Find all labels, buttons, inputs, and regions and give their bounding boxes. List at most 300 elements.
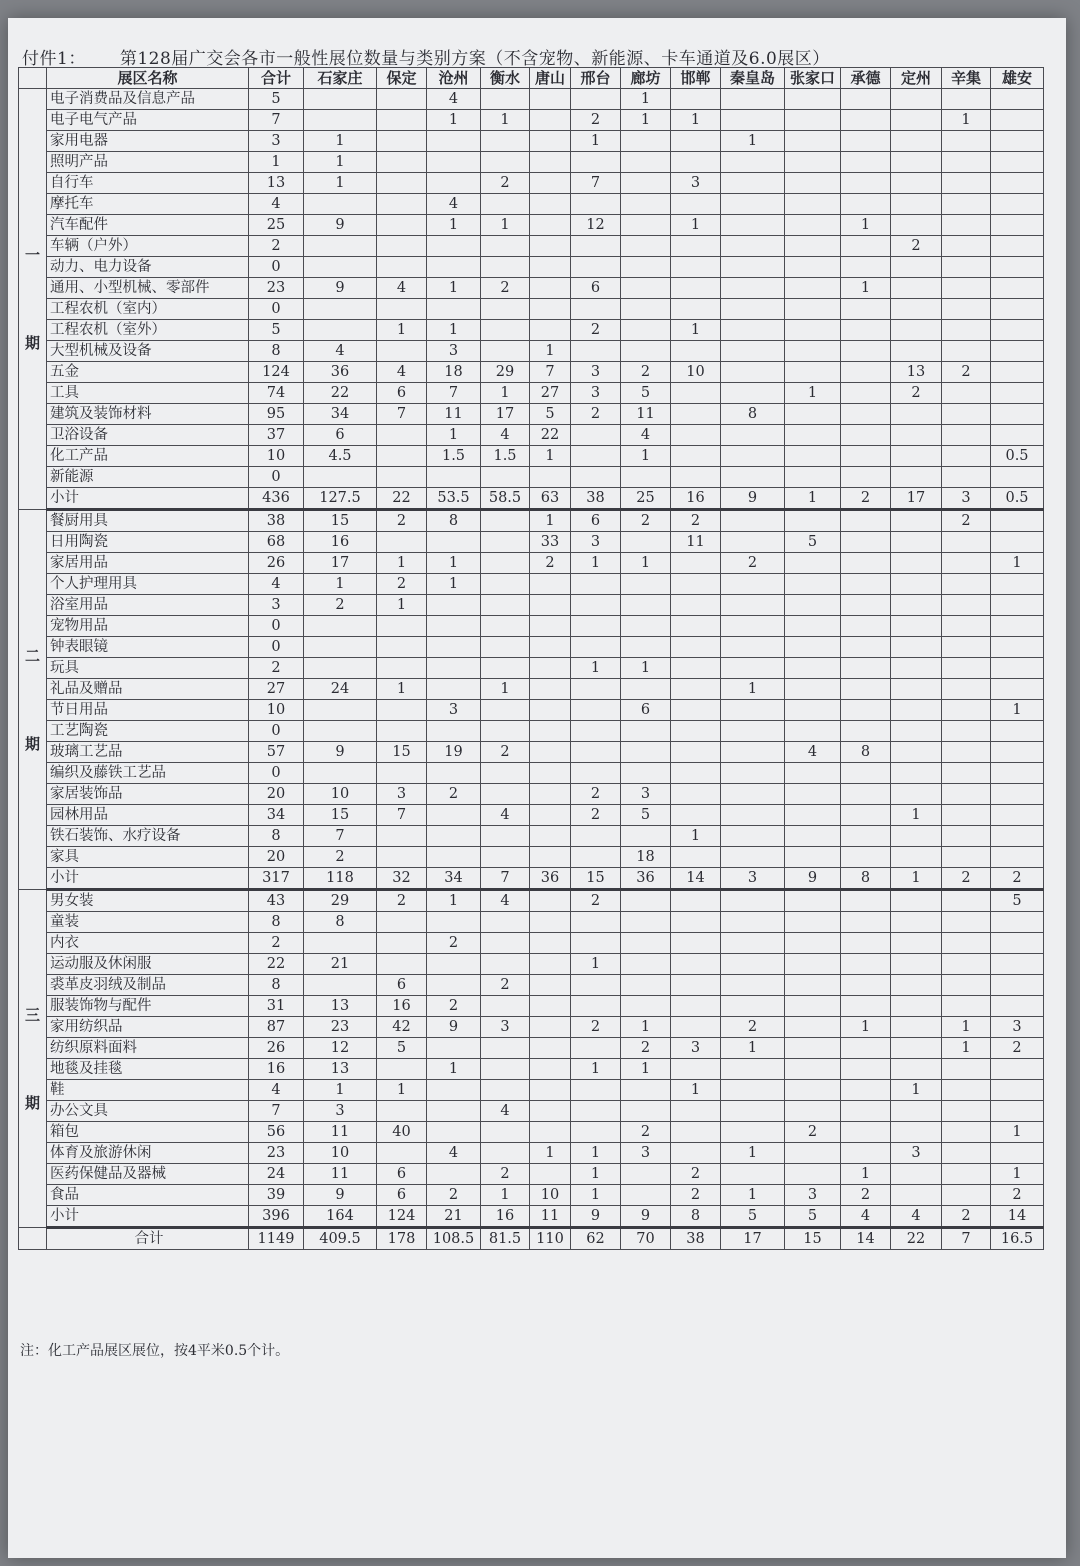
table-row [19, 1059, 1044, 1080]
table-cell: 18 [621, 847, 671, 868]
table-cell [377, 658, 427, 679]
table-cell [841, 996, 891, 1017]
table-cell [785, 131, 841, 152]
table-cell: 1 [671, 826, 721, 847]
table-cell: 8 [249, 826, 304, 847]
table-cell: 8 [249, 912, 304, 933]
table-cell: 1 [991, 1122, 1044, 1143]
table-cell: 11 [304, 1122, 377, 1143]
table-row [19, 954, 1044, 975]
category-name: 礼品及赠品 [47, 679, 249, 700]
table-cell: 23 [249, 278, 304, 299]
category-name: 家用纺织品 [47, 1017, 249, 1038]
table-cell: 1 [427, 278, 481, 299]
table-cell: 1 [304, 152, 377, 173]
column-header: 保定 [377, 68, 427, 89]
table-row [19, 257, 1044, 278]
table-cell [785, 912, 841, 933]
table-cell: 25 [249, 215, 304, 236]
table-cell: 2 [481, 1164, 530, 1185]
category-name: 日用陶瓷 [47, 532, 249, 553]
category-name: 地毯及挂毯 [47, 1059, 249, 1080]
table-cell [785, 890, 841, 912]
table-cell [377, 532, 427, 553]
table-cell [427, 954, 481, 975]
table-cell [671, 954, 721, 975]
table-cell [671, 1059, 721, 1080]
table-cell: 38 [249, 510, 304, 532]
column-header: 唐山 [530, 68, 571, 89]
table-cell: 1 [891, 1080, 942, 1101]
table-cell: 4 [427, 89, 481, 110]
table-cell [481, 658, 530, 679]
table-cell [891, 658, 942, 679]
table-cell [721, 574, 785, 595]
table-cell: 31 [249, 996, 304, 1017]
table-cell: 74 [249, 383, 304, 404]
category-name: 箱包 [47, 1122, 249, 1143]
table-cell [991, 975, 1044, 996]
table-cell: 7 [530, 362, 571, 383]
table-cell: 16 [249, 1059, 304, 1080]
table-cell [481, 826, 530, 847]
table-cell [621, 257, 671, 278]
table-cell [377, 236, 427, 257]
table-cell [377, 110, 427, 131]
table-cell: 8 [249, 975, 304, 996]
table-cell: 2 [721, 553, 785, 574]
table-row [19, 425, 1044, 446]
table-cell: 1 [621, 553, 671, 574]
table-cell [530, 826, 571, 847]
category-name: 工艺陶瓷 [47, 721, 249, 742]
table-cell: 2 [571, 890, 621, 912]
table-cell: 7 [377, 805, 427, 826]
table-row [19, 1017, 1044, 1038]
table-cell: 23 [304, 1017, 377, 1038]
table-cell [304, 658, 377, 679]
table-cell [942, 933, 991, 954]
table-cell: 3 [891, 1143, 942, 1164]
table-cell [377, 1059, 427, 1080]
table-cell [841, 362, 891, 383]
table-cell: 27 [249, 679, 304, 700]
table-cell [785, 236, 841, 257]
table-cell [721, 257, 785, 278]
category-name: 童装 [47, 912, 249, 933]
table-cell: 2 [671, 1164, 721, 1185]
table-cell: 32 [377, 868, 427, 890]
table-cell [621, 679, 671, 700]
table-cell: 11 [427, 404, 481, 425]
table-row [19, 933, 1044, 954]
table-cell: 6 [571, 278, 621, 299]
table-cell [377, 131, 427, 152]
table-cell [671, 679, 721, 700]
table-cell: 9 [621, 1206, 671, 1228]
table-cell [785, 763, 841, 784]
table-cell: 4 [249, 1080, 304, 1101]
table-cell: 12 [304, 1038, 377, 1059]
category-name: 玩具 [47, 658, 249, 679]
table-cell: 1 [621, 1059, 671, 1080]
table-cell [991, 257, 1044, 278]
table-cell [377, 1101, 427, 1122]
table-cell [942, 131, 991, 152]
table-cell [841, 890, 891, 912]
table-cell [304, 763, 377, 784]
table-cell [304, 975, 377, 996]
table-cell: 3 [249, 595, 304, 616]
table-row [19, 1164, 1044, 1185]
table-cell [891, 131, 942, 152]
table-cell [942, 257, 991, 278]
table-cell [785, 278, 841, 299]
table-cell: 7 [249, 1101, 304, 1122]
table-cell [530, 847, 571, 868]
table-cell: 1 [427, 320, 481, 341]
table-cell [481, 616, 530, 637]
table-cell [841, 721, 891, 742]
table-cell: 6 [571, 510, 621, 532]
table-cell: 13 [891, 362, 942, 383]
table-row [19, 721, 1044, 742]
table-cell [530, 912, 571, 933]
table-cell [671, 404, 721, 425]
table-cell [785, 805, 841, 826]
table-cell: 5 [249, 320, 304, 341]
table-cell [671, 383, 721, 404]
table-cell [621, 574, 671, 595]
table-cell [571, 679, 621, 700]
table-cell: 164 [304, 1206, 377, 1228]
table-cell [891, 890, 942, 912]
table-cell: 36 [621, 868, 671, 890]
table-cell [571, 152, 621, 173]
header-row [19, 68, 1044, 89]
table-cell [621, 742, 671, 763]
table-row [19, 1038, 1044, 1059]
table-cell [785, 1143, 841, 1164]
table-cell: 3 [571, 383, 621, 404]
column-header: 展区名称 [47, 68, 249, 89]
table-cell [942, 467, 991, 488]
table-cell: 81.5 [481, 1228, 530, 1250]
table-cell [785, 975, 841, 996]
table-cell [377, 257, 427, 278]
category-name: 铁石装饰、水疗设备 [47, 826, 249, 847]
table-cell [942, 784, 991, 805]
table-cell: 16.5 [991, 1228, 1044, 1250]
table-cell [377, 721, 427, 742]
table-cell [721, 532, 785, 553]
table-cell: 1 [621, 89, 671, 110]
table-cell [721, 1164, 785, 1185]
table-cell: 17 [481, 404, 530, 425]
table-cell [621, 1101, 671, 1122]
table-cell [841, 637, 891, 658]
table-row [19, 320, 1044, 341]
table-cell: 1 [991, 553, 1044, 574]
table-cell: 16 [304, 532, 377, 553]
table-cell: 1 [377, 595, 427, 616]
table-cell [841, 679, 891, 700]
table-cell: 57 [249, 742, 304, 763]
table-cell: 2 [671, 1185, 721, 1206]
table-cell [481, 595, 530, 616]
table-cell [841, 110, 891, 131]
table-cell [841, 933, 891, 954]
category-name: 纺织原料面料 [47, 1038, 249, 1059]
table-cell: 0.5 [991, 446, 1044, 467]
table-cell: 6 [377, 1185, 427, 1206]
table-cell [530, 763, 571, 784]
table-cell [991, 954, 1044, 975]
table-cell: 2 [621, 510, 671, 532]
table-cell [891, 320, 942, 341]
table-cell: 1 [671, 110, 721, 131]
table-cell [841, 89, 891, 110]
table-cell [991, 131, 1044, 152]
table-cell: 127.5 [304, 488, 377, 510]
table-row [19, 278, 1044, 299]
table-cell [942, 532, 991, 553]
table-cell [785, 721, 841, 742]
table-cell: 13 [304, 1059, 377, 1080]
table-cell: 1 [571, 1143, 621, 1164]
table-cell [841, 912, 891, 933]
table-row [19, 700, 1044, 721]
table-cell [891, 975, 942, 996]
table-cell [621, 320, 671, 341]
table-cell [991, 383, 1044, 404]
table-cell: 2 [571, 1017, 621, 1038]
table-cell [530, 173, 571, 194]
table-cell: 3 [481, 1017, 530, 1038]
table-cell [377, 425, 427, 446]
table-cell: 10 [304, 784, 377, 805]
table-cell [841, 173, 891, 194]
category-name: 内衣 [47, 933, 249, 954]
table-cell: 21 [427, 1206, 481, 1228]
table-cell [481, 700, 530, 721]
table-cell [530, 595, 571, 616]
table-cell [785, 616, 841, 637]
table-cell [991, 826, 1044, 847]
table-cell: 1 [942, 1038, 991, 1059]
table-cell: 1 [377, 1080, 427, 1101]
table-cell [571, 975, 621, 996]
table-cell: 0 [249, 257, 304, 278]
table-cell: 1 [481, 215, 530, 236]
table-cell [841, 616, 891, 637]
table-cell: 1 [481, 383, 530, 404]
table-cell [377, 173, 427, 194]
table-cell [891, 742, 942, 763]
table-cell: 0 [249, 467, 304, 488]
table-cell [891, 510, 942, 532]
table-cell [427, 257, 481, 278]
table-cell [721, 933, 785, 954]
table-cell [785, 637, 841, 658]
table-cell [785, 826, 841, 847]
table-cell [671, 278, 721, 299]
table-cell: 1 [249, 152, 304, 173]
table-cell [841, 236, 891, 257]
category-name: 工程农机（室外） [47, 320, 249, 341]
table-cell [721, 805, 785, 826]
table-cell [991, 320, 1044, 341]
table-cell [785, 595, 841, 616]
table-cell: 53.5 [427, 488, 481, 510]
table-cell [721, 383, 785, 404]
table-cell [891, 1038, 942, 1059]
table-cell [942, 383, 991, 404]
table-cell: 2 [571, 110, 621, 131]
table-cell [841, 467, 891, 488]
table-cell: 10 [249, 700, 304, 721]
table-cell [721, 658, 785, 679]
table-cell: 8 [841, 868, 891, 890]
table-cell [721, 510, 785, 532]
table-cell [530, 975, 571, 996]
table-cell [942, 194, 991, 215]
table-cell [721, 784, 785, 805]
table-cell: 2 [891, 236, 942, 257]
table-cell: 3 [621, 1143, 671, 1164]
table-cell [841, 194, 891, 215]
table-cell: 63 [530, 488, 571, 510]
table-cell: 40 [377, 1122, 427, 1143]
table-cell [671, 446, 721, 467]
table-cell: 2 [481, 173, 530, 194]
table-cell: 2 [377, 890, 427, 912]
table-cell: 68 [249, 532, 304, 553]
table-cell [481, 933, 530, 954]
table-cell [721, 1101, 785, 1122]
table-cell [841, 658, 891, 679]
table-cell [891, 1101, 942, 1122]
table-cell: 1 [621, 1017, 671, 1038]
table-cell [841, 826, 891, 847]
table-cell [942, 404, 991, 425]
table-cell [942, 912, 991, 933]
table-cell [721, 996, 785, 1017]
category-name: 餐厨用具 [47, 510, 249, 532]
table-cell: 396 [249, 1206, 304, 1228]
table-cell [377, 637, 427, 658]
table-cell: 2 [427, 784, 481, 805]
table-cell [891, 847, 942, 868]
table-cell [427, 847, 481, 868]
table-cell [991, 595, 1044, 616]
table-cell: 3 [671, 1038, 721, 1059]
table-cell: 7 [304, 826, 377, 847]
table-cell: 1 [530, 446, 571, 467]
table-cell [721, 595, 785, 616]
table-cell [721, 975, 785, 996]
table-cell: 0 [249, 763, 304, 784]
table-cell: 19 [427, 742, 481, 763]
table-cell [530, 236, 571, 257]
table-cell [991, 1143, 1044, 1164]
table-cell: 9 [571, 1206, 621, 1228]
table-cell: 2 [249, 933, 304, 954]
table-cell [785, 700, 841, 721]
table-row [19, 679, 1044, 700]
table-cell [621, 215, 671, 236]
table-row [19, 1143, 1044, 1164]
table-cell [942, 152, 991, 173]
table-cell: 108.5 [427, 1228, 481, 1250]
category-name: 五金 [47, 362, 249, 383]
table-cell [621, 194, 671, 215]
table-row [19, 110, 1044, 131]
table-cell [942, 679, 991, 700]
table-cell: 1 [571, 1059, 621, 1080]
table-cell: 2 [304, 595, 377, 616]
table-cell [304, 257, 377, 278]
table-cell: 2 [427, 996, 481, 1017]
table-cell [942, 553, 991, 574]
table-cell [481, 152, 530, 173]
table-cell: 39 [249, 1185, 304, 1206]
table-row [19, 1122, 1044, 1143]
table-row [19, 194, 1044, 215]
table-cell: 1 [377, 320, 427, 341]
category-name: 玻璃工艺品 [47, 742, 249, 763]
table-cell: 24 [249, 1164, 304, 1185]
table-cell: 4 [481, 890, 530, 912]
table-cell [427, 152, 481, 173]
table-cell: 29 [304, 890, 377, 912]
table-cell [785, 574, 841, 595]
table-cell [671, 299, 721, 320]
table-cell [891, 215, 942, 236]
table-cell [942, 954, 991, 975]
table-cell: 5 [530, 404, 571, 425]
table-cell [942, 975, 991, 996]
table-cell [481, 784, 530, 805]
table-row [19, 173, 1044, 194]
table-row [19, 362, 1044, 383]
table-cell [721, 890, 785, 912]
table-cell: 7 [427, 383, 481, 404]
table-cell: 5 [991, 890, 1044, 912]
table-cell [427, 805, 481, 826]
table-cell: 2 [530, 553, 571, 574]
table-cell [571, 595, 621, 616]
table-cell [891, 763, 942, 784]
table-cell [671, 996, 721, 1017]
table-cell [481, 467, 530, 488]
table-cell: 38 [671, 1228, 721, 1250]
table-cell [621, 975, 671, 996]
table-cell [671, 763, 721, 784]
table-cell [991, 742, 1044, 763]
table-cell: 8 [304, 912, 377, 933]
table-cell [841, 700, 891, 721]
table-cell [621, 299, 671, 320]
table-cell [481, 510, 530, 532]
table-cell [841, 510, 891, 532]
table-cell [481, 1038, 530, 1059]
table-cell [891, 933, 942, 954]
table-cell [530, 1080, 571, 1101]
table-cell [942, 320, 991, 341]
table-cell [891, 1059, 942, 1080]
category-name: 体育及旅游休闲 [47, 1143, 249, 1164]
